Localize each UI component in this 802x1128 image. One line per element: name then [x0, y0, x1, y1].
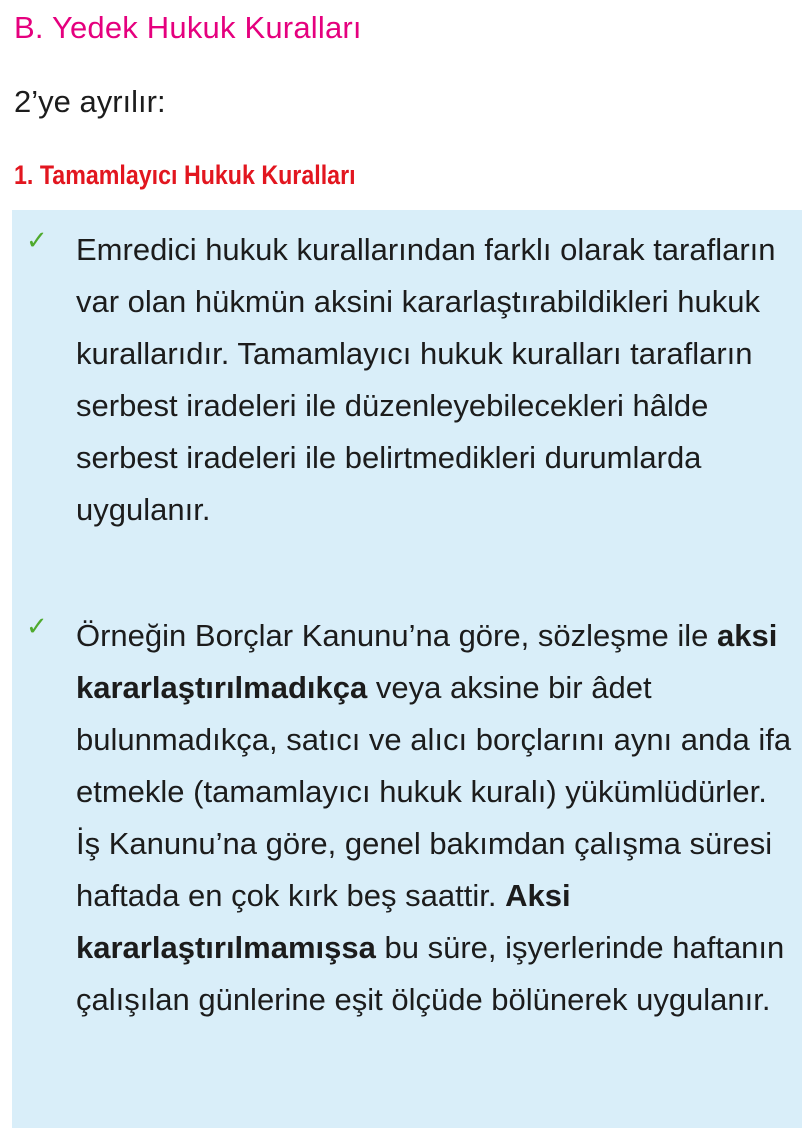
text-segment: bu süre, işyerlerinde haftanın çalışılan günlerine eşit ölçüde bölünerek uygulanır.	[76, 930, 785, 1017]
section-title: B. Yedek Hukuk Kuralları	[14, 10, 362, 45]
bold-phrase: Aksi kararlaştırılmamışsa	[76, 878, 571, 965]
checkmark-icon: ✓	[26, 226, 48, 256]
item-text: Emredici hukuk kurallarından farklı olarak tarafların var olan hükmün aksini kararlaştırabildikleri hukuk kurallarıdır. Tamamlayıcı hukuk kuralları tarafların serbest iradeleri ile düzenleyebilecekleri hâlde serbest iradeleri ile belirtmedikleri durumlarda uygulanır.	[76, 232, 776, 527]
content-panel	[12, 210, 802, 1128]
checkmark-icon: ✓	[26, 612, 48, 642]
item-text	[76, 610, 796, 1026]
intro-text: 2’ye ayrılır:	[14, 84, 166, 119]
bold-phrase: aksi kararlaştırılmadıkça	[76, 618, 778, 705]
text-segment: veya aksine bir âdet bulunmadıkça, satıcı ve alıcı borçlarını aynı anda ifa etmekle (tamamlayıcı hukuk kuralı) yükümlüdürler. İş Kanunu’na göre, genel bakımdan çalışma süresi haftada en çok kırk beş saattir.	[76, 670, 792, 913]
text-segment: Örneğin Borçlar Kanunu’na göre, sözleşme ile	[76, 618, 718, 653]
subsection-title: 1. Tamamlayıcı Hukuk Kuralları	[14, 160, 356, 190]
